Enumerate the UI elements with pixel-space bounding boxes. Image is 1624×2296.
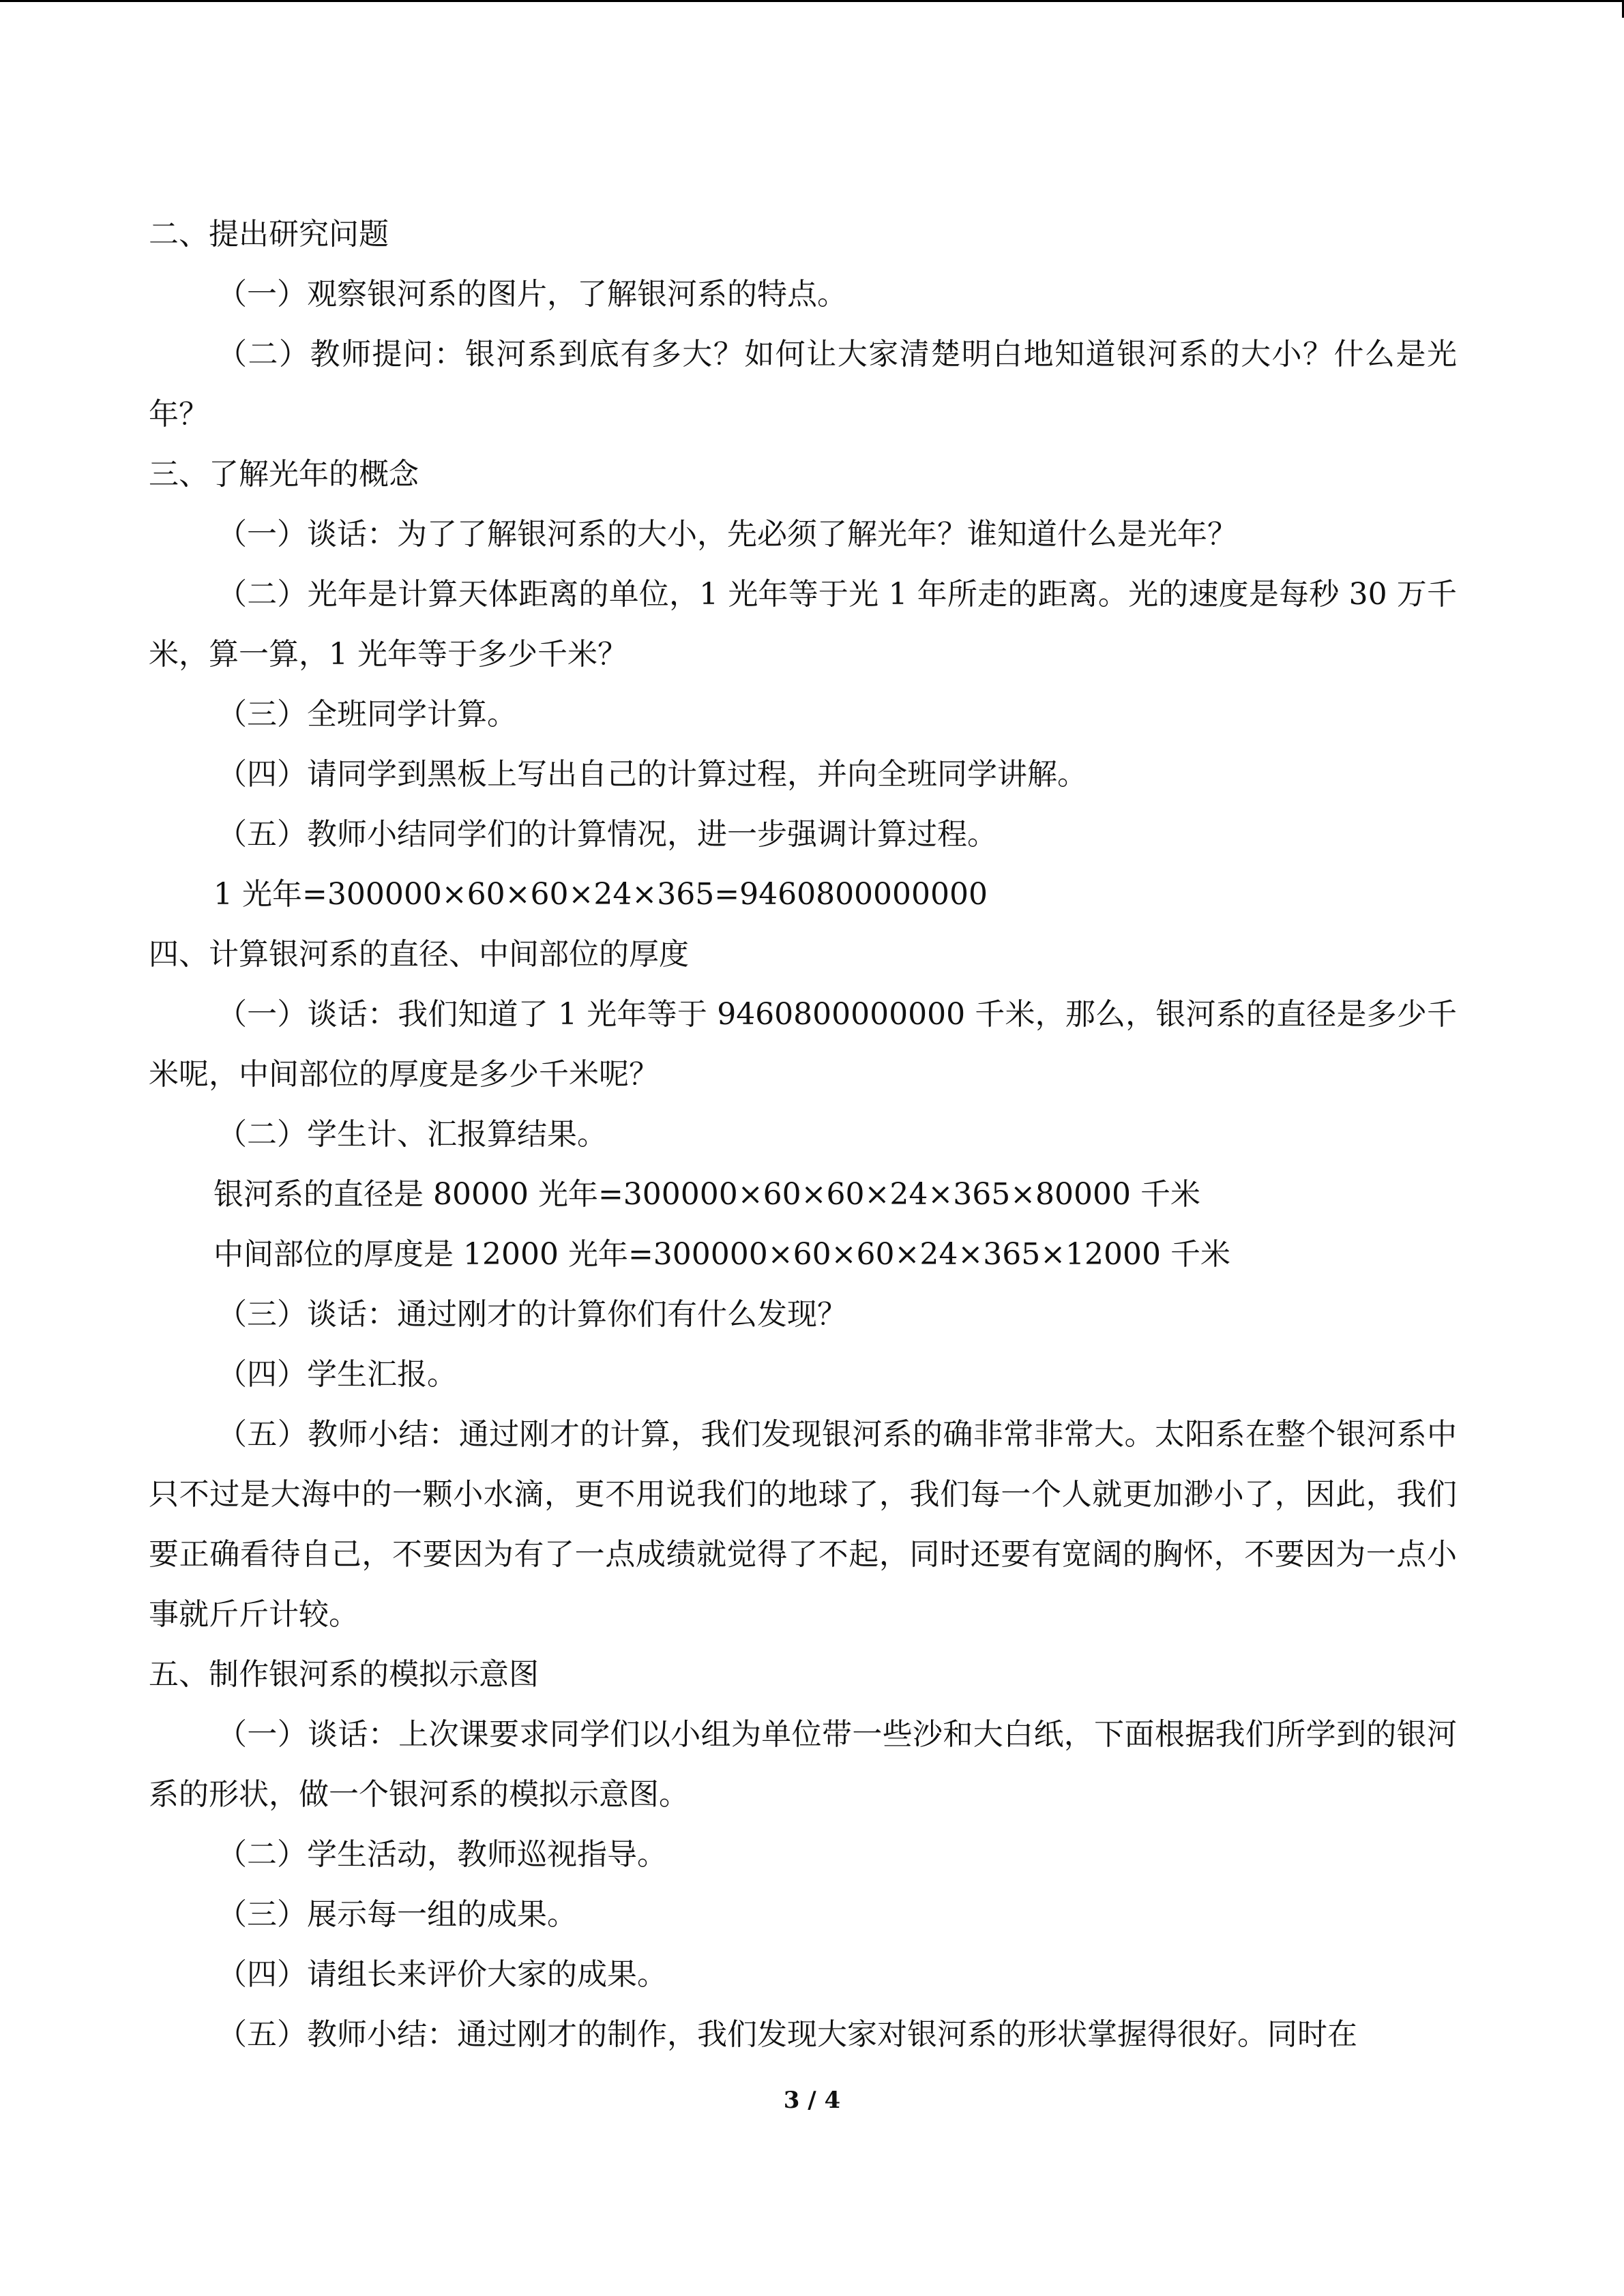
paragraph: （二）学生活动，教师巡视指导。 — [217, 1837, 667, 1872]
paragraph: （四）学生汇报。 — [217, 1357, 457, 1392]
paragraph: （三）展示每一组的成果。 — [217, 1897, 577, 1932]
paragraph: （一）观察银河系的图片，了解银河系的特点。 — [217, 277, 847, 312]
paragraph: （一）谈话：为了了解银河系的大小，先必须了解光年？谁知道什么是光年？ — [217, 517, 1237, 552]
page-top-border — [0, 0, 1624, 2]
section-heading: 五、制作银河系的模拟示意图 — [149, 1657, 539, 1692]
paragraph: （一）谈话：上次课要求同学们以小组为单位带一些沙和大白纸，下面根据我们所学到的银河系的形状，做一个银河系的模拟示意图。 — [149, 1717, 1457, 1812]
section-heading: 四、计算银河系的直径、中间部位的厚度 — [149, 937, 689, 972]
paragraph: （二）教师提问：银河系到底有多大？如何让大家清楚明白地知道银河系的大小？什么是光年？ — [149, 337, 1457, 432]
paragraph: （五）教师小结：通过刚才的计算，我们发现银河系的确非常非常大。太阳系在整个银河系中只不过是大海中的一颗小水滴，更不用说我们的地球了，我们每一个人就更加渺小了，因此，我们要正确看待自己，不要因为有了一点成绩就觉得了不起，同时还要有宽阔的胸怀，不要因为一点小事就斤斤计较。 — [149, 1417, 1457, 1632]
paragraph: （一）谈话：我们知道了 1 光年等于 9460800000000 千米，那么，银河系的直径是多少千米呢，中间部位的厚度是多少千米呢？ — [149, 997, 1457, 1092]
page-number: 3 / 4 — [783, 2087, 841, 2114]
paragraph: （三）全班同学计算。 — [217, 697, 517, 732]
paragraph: （二）学生计、汇报算结果。 — [217, 1117, 607, 1152]
paragraph: （四）请同学到黑板上写出自己的计算过程，并向全班同学讲解。 — [217, 757, 1087, 792]
section-heading: 二、提出研究问题 — [149, 217, 389, 252]
paragraph: （五）教师小结同学们的计算情况，进一步强调计算过程。 — [217, 817, 997, 852]
formula-line: 中间部位的厚度是 12000 光年=300000×60×60×24×365×12000 千米 — [213, 1237, 1231, 1272]
section-heading: 三、了解光年的概念 — [149, 457, 419, 492]
paragraph: （二）光年是计算天体距离的单位，1 光年等于光 1 年所走的距离。光的速度是每秒 30 万千米，算一算，1 光年等于多少千米？ — [149, 577, 1457, 672]
formula-line: 银河系的直径是 80000 光年=300000×60×60×24×365×80000 千米 — [213, 1177, 1201, 1212]
formula-line: 1 光年=300000×60×60×24×365=9460800000000 — [213, 877, 988, 912]
paragraph: （三）谈话：通过刚才的计算你们有什么发现？ — [217, 1297, 847, 1332]
paragraph: （四）请组长来评价大家的成果。 — [217, 1957, 667, 1992]
paragraph: （五）教师小结：通过刚才的制作，我们发现大家对银河系的形状掌握得很好。同时在 — [217, 2017, 1357, 2052]
document-body — [149, 205, 1457, 2065]
